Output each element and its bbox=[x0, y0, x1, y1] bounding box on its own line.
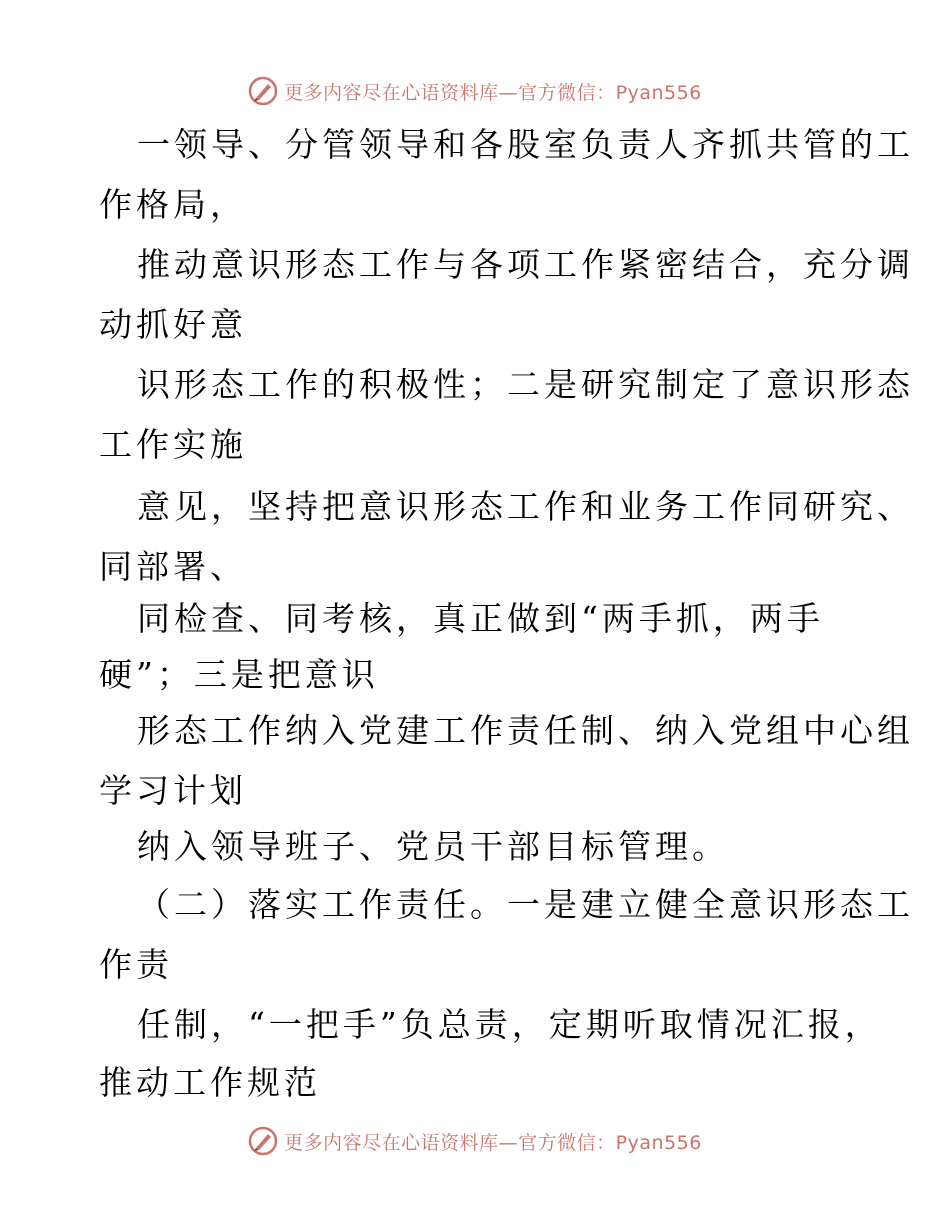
text-line: （二）落实工作责任。一是建立健全意识形态工 bbox=[137, 885, 914, 924]
text-line: 作格局， bbox=[99, 185, 247, 224]
footer-banner-text: 更多内容尽在心语资料库—官方微信：Pyan556 bbox=[284, 1131, 702, 1154]
text-line: 一领导、分管领导和各股室负责人齐抓共管的工 bbox=[137, 125, 914, 164]
text-line: 纳入领导班子、党员干部目标管理。 bbox=[137, 827, 729, 866]
text-line: 学习计划 bbox=[99, 771, 247, 810]
text-line: 形态工作纳入党建工作责任制、纳入党组中心组 bbox=[137, 711, 914, 750]
footer-banner bbox=[0, 1121, 950, 1161]
text-line: 同检查、同考核，真正做到“两手抓，两手 bbox=[137, 599, 824, 638]
header-banner bbox=[0, 71, 950, 111]
text-line: 识形态工作的积极性；二是研究制定了意识形态 bbox=[137, 365, 914, 404]
text-line: 动抓好意 bbox=[99, 305, 247, 344]
text-line: 推动工作规范 bbox=[99, 1063, 321, 1102]
text-line: 任制，“一把手”负总责，定期听取情况汇报， bbox=[137, 1005, 882, 1044]
header-banner-text: 更多内容尽在心语资料库—官方微信：Pyan556 bbox=[284, 81, 702, 104]
pen-logo-icon bbox=[248, 76, 278, 106]
text-line: 作责 bbox=[99, 945, 173, 984]
text-line: 同部署、 bbox=[99, 547, 247, 586]
text-line: 工作实施 bbox=[99, 425, 247, 464]
text-line: 硬”；三是把意识 bbox=[99, 655, 379, 694]
text-line: 推动意识形态工作与各项工作紧密结合，充分调 bbox=[137, 245, 914, 284]
text-line: 意见，坚持把意识形态工作和业务工作同研究、 bbox=[137, 487, 914, 526]
pen-logo-icon bbox=[248, 1126, 278, 1156]
